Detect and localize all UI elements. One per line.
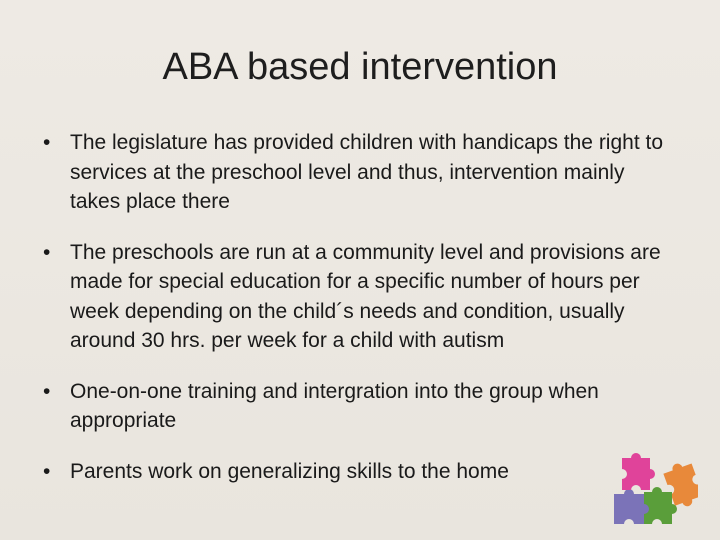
bullet-item: [40, 457, 680, 487]
bullet-dot: •: [43, 459, 51, 483]
bullet-item: [40, 238, 680, 356]
bullet-text: Parents work on generalizing skills to the home: [70, 459, 509, 483]
bullet-text: One-on-one training and intergration into the group when appropriate: [70, 379, 599, 432]
bullet-list: [40, 128, 680, 507]
puzzle-piece-green-shape: [644, 487, 677, 524]
bullet-text: The legislature has provided children with handicaps the right to services at the preschool level and thus, intervention mainly takes place there: [70, 131, 664, 213]
puzzle-piece-pink: [622, 453, 655, 490]
slide-title: ABA based intervention: [162, 46, 558, 88]
bullet-item: [40, 377, 680, 436]
puzzle-piece-pink-shape: [622, 453, 655, 490]
puzzle-pieces-icon: [612, 452, 698, 528]
bullet-dot: •: [43, 240, 51, 264]
bullet-dot: •: [43, 379, 51, 403]
bullet-dot: •: [43, 131, 51, 154]
puzzle-piece-green: [644, 487, 677, 524]
bullet-text: The preschools are run at a community level and provisions are made for special education for a specific number of hours per week depending on the child´s needs and condition, usually around 30 hrs. per week for a child with autism: [70, 240, 661, 352]
bullet-item: [40, 128, 680, 217]
